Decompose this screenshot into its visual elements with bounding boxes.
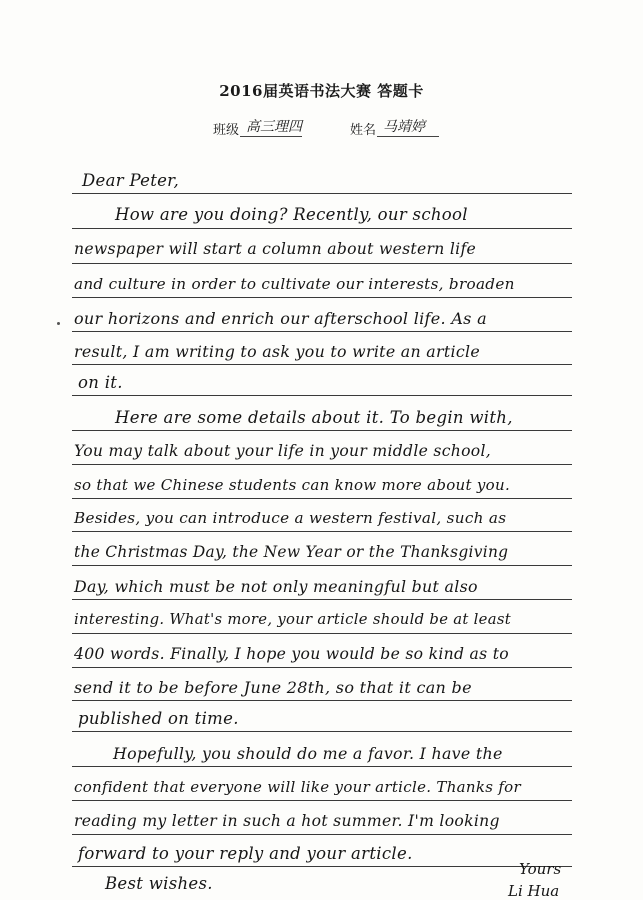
letter-line: confident that everyone will like your article. Thanks for [74, 778, 521, 796]
letter-closing: Yours [519, 860, 562, 878]
letter-line: newspaper will start a column about western life [74, 240, 477, 258]
class-label: 班级 [213, 123, 240, 138]
ruled-line [72, 800, 572, 801]
ruled-line [72, 700, 572, 701]
ruled-line [72, 766, 572, 767]
ruled-line [72, 633, 572, 634]
sheet-title: 2016届英语书法大赛 答题卡 [219, 82, 424, 100]
ink-speck [57, 322, 60, 325]
letter-line: send it to be before June 28th, so that it can be [74, 678, 472, 697]
ruled-line [72, 599, 572, 600]
name-value: 马靖婷 [383, 119, 425, 135]
ruled-line [72, 667, 572, 668]
letter-line: and culture in order to cultivate our interests, broaden [74, 275, 515, 293]
letter-salutation: Dear Peter, [82, 171, 180, 190]
ruled-line [72, 866, 572, 867]
letter-line: Day, which must be not only meaningful but also [74, 577, 478, 596]
student-info-row [0, 115, 643, 139]
ruled-line [72, 297, 572, 298]
ruled-line [72, 565, 572, 566]
letter-line: Hopefully, you should do me a favor. I have the [113, 744, 503, 763]
ruled-line [72, 395, 572, 396]
ruled-line [72, 364, 572, 365]
ruled-line [72, 531, 572, 532]
letter-line: interesting. What's more, your article should be at least [74, 611, 511, 628]
letter-line: reading my letter in such a hot summer. I'm looking [74, 812, 500, 830]
letter-line: How are you doing? Recently, our school [115, 205, 468, 224]
ruled-line [72, 228, 572, 229]
letter-signature: Li Hua [508, 882, 560, 900]
ruled-line [72, 464, 572, 465]
letter-line: result, I am writing to ask you to write an article [74, 342, 481, 361]
letter-line: You may talk about your life in your middle school, [74, 442, 491, 460]
letter-line: Besides, you can introduce a western festival, such as [74, 509, 507, 527]
ruled-line [72, 498, 572, 499]
letter-line: forward to your reply and your article. [78, 844, 413, 863]
letter-line: so that we Chinese students can know more about you. [74, 476, 511, 494]
ruled-line [72, 263, 572, 264]
letter-line: on it. [78, 373, 123, 392]
ruled-line [72, 834, 572, 835]
class-underline [240, 136, 302, 137]
class-value: 高三理四 [246, 119, 302, 135]
name-underline [377, 136, 439, 137]
letter-line: published on time. [78, 709, 239, 728]
letter-line: 400 words. Finally, I hope you would be so kind as to [74, 645, 509, 663]
letter-line: our horizons and enrich our afterschool life. As a [74, 309, 487, 328]
letter-line: the Christmas Day, the New Year or the Thanksgiving [74, 543, 509, 561]
name-label: 姓名 [350, 123, 377, 138]
ruled-line [72, 193, 572, 194]
letter-line: Here are some details about it. To begin with, [115, 408, 513, 427]
ruled-line [72, 731, 572, 732]
ruled-line [72, 331, 572, 332]
letter-closing-wishes: Best wishes. [105, 874, 213, 893]
ruled-line [72, 430, 572, 431]
